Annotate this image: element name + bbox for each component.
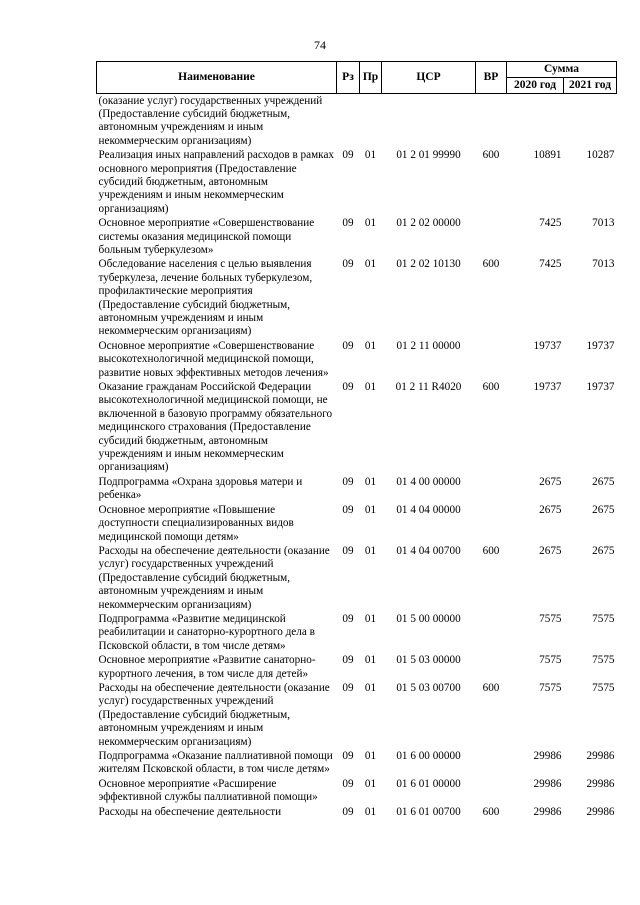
cell-rz: 09 xyxy=(342,475,354,488)
cell-name: Оказание гражданам Российской Федерации высокотехнологичной медицинской помощи, не включенной в базовую программу обязательного медицинского страхования (Предоставление субсидий бюджетным, автономным учреждениям и иным некоммерческим организациям) xyxy=(98,381,333,474)
cell-2020: 2675 xyxy=(539,475,562,488)
cell-pr: 01 xyxy=(364,654,377,667)
cell-rz: 09 xyxy=(342,612,354,625)
cell-rz xyxy=(337,94,360,149)
cell-rz: 09 xyxy=(342,750,354,762)
cell-vr xyxy=(476,777,507,805)
cell-2021: 29986 xyxy=(586,777,615,790)
header-rz: Рз xyxy=(337,62,360,94)
cell-rz: 09 xyxy=(342,503,354,516)
header-csr: ЦСР xyxy=(382,62,476,94)
table-row xyxy=(97,805,617,819)
cell-2020: 29986 xyxy=(533,777,562,790)
cell-vr xyxy=(476,475,507,503)
cell-rz: 09 xyxy=(342,681,354,694)
cell-name: Основное мероприятие «Совершенствование высокотехнологичной медицинской помощи, развитие новых эффективных методов лечения» xyxy=(98,339,329,379)
cell-2021: 7575 xyxy=(592,654,615,667)
cell-2021: 19737 xyxy=(586,339,615,352)
cell-name: Подпрограмма «Оказание паллиативной помощи жителям Псковской области, в том числе детям» xyxy=(98,750,333,776)
cell-csr: 01 6 01 00700 xyxy=(396,805,461,818)
cell-vr xyxy=(476,503,507,544)
cell-vr: 600 xyxy=(482,258,500,271)
cell-2020: 2675 xyxy=(539,544,562,557)
table-row xyxy=(97,544,617,612)
cell-name: Обследование населения с целью выявления туберкулеза, лечение больных туберкулезом, профилактические мероприятия (Предоставление субсидий бюджетным, автономным учреждениям и иным некоммерческим организациям) xyxy=(98,258,313,338)
cell-vr xyxy=(476,217,507,258)
header-2020: 2020 год xyxy=(507,78,564,94)
table-row xyxy=(97,777,617,805)
header-sum: Сумма xyxy=(507,62,617,78)
cell-2021: 7013 xyxy=(592,258,615,271)
cell-2021: 7013 xyxy=(592,217,615,230)
table-row xyxy=(97,381,617,476)
cell-csr: 01 5 03 00000 xyxy=(396,654,461,667)
cell-csr: 01 6 01 00000 xyxy=(396,777,461,790)
cell-csr: 01 4 04 00000 xyxy=(396,503,461,516)
cell-pr: 01 xyxy=(364,339,377,352)
cell-csr: 01 2 11 R4020 xyxy=(395,381,462,394)
table-row xyxy=(97,94,617,149)
header-2021: 2021 год xyxy=(564,78,617,94)
cell-2021: 2675 xyxy=(592,503,615,516)
cell-2020: 29986 xyxy=(533,750,562,762)
cell-2020: 7575 xyxy=(539,612,562,625)
cell-pr: 01 xyxy=(364,544,377,557)
header-name: Наименование xyxy=(97,62,337,94)
table-row xyxy=(97,654,617,682)
cell-2020: 19737 xyxy=(533,381,562,394)
cell-csr: 01 2 11 00000 xyxy=(396,339,461,352)
cell-vr: 600 xyxy=(482,149,500,162)
cell-pr: 01 xyxy=(364,149,377,162)
cell-vr xyxy=(476,654,507,682)
cell-2020 xyxy=(507,94,564,149)
cell-2021: 2675 xyxy=(592,475,615,488)
table-row xyxy=(97,475,617,503)
cell-rz: 09 xyxy=(342,381,354,394)
cell-2020: 2675 xyxy=(539,503,562,516)
cell-pr: 01 xyxy=(364,612,377,625)
cell-2021: 19737 xyxy=(586,381,615,394)
cell-pr: 01 xyxy=(364,217,377,230)
cell-2021: 7575 xyxy=(592,612,615,625)
cell-2020: 19737 xyxy=(533,339,562,352)
cell-2021: 7575 xyxy=(592,681,615,694)
cell-2020: 10891 xyxy=(533,149,562,162)
cell-name: Расходы на обеспечение деятельности xyxy=(98,805,282,818)
cell-csr: 01 2 02 00000 xyxy=(396,217,461,230)
cell-name: Расходы на обеспечение деятельности (оказание услуг) государственных учреждений (Предоставление субсидий бюджетным, автономным учреждениям и иным некоммерческим организациям) xyxy=(98,681,330,748)
cell-rz: 09 xyxy=(342,777,354,790)
page-number: 74 xyxy=(314,38,326,52)
cell-name: Основное мероприятие «Совершенствование системы оказания медицинской помощи больным туберкулезом» xyxy=(98,217,315,256)
cell-pr: 01 xyxy=(364,503,377,516)
cell-2021: 29986 xyxy=(586,805,615,818)
cell-csr: 01 2 02 10130 xyxy=(396,258,461,271)
cell-csr: 01 2 01 99990 xyxy=(396,149,461,162)
cell-name: Основное мероприятие «Повышение доступности специализированных видов медицинской помощи детям» xyxy=(98,503,294,543)
cell-2020: 7575 xyxy=(539,681,562,694)
table-row xyxy=(97,258,617,339)
cell-pr: 01 xyxy=(364,475,377,488)
cell-pr: 01 xyxy=(364,681,377,694)
table-row xyxy=(97,217,617,258)
table-header-row xyxy=(97,62,617,78)
cell-rz: 09 xyxy=(342,258,354,271)
cell-rz: 09 xyxy=(342,544,354,557)
cell-name: Реализация иных направлений расходов в рамках основного мероприятия (Предоставление субсидий бюджетным, автономным учреждениям и иным некоммерческим организациям) xyxy=(98,149,335,215)
cell-2021: 10287 xyxy=(586,149,615,162)
cell-csr: 01 4 00 00000 xyxy=(396,475,461,488)
cell-2020: 7575 xyxy=(539,654,562,667)
cell-2021 xyxy=(564,94,617,149)
cell-csr: 01 4 04 00700 xyxy=(396,544,461,557)
cell-pr: 01 xyxy=(364,777,377,790)
cell-name: Основное мероприятие «Развитие санаторно-курортного лечения, в том числе для детей» xyxy=(98,654,316,680)
cell-pr: 01 xyxy=(364,258,377,271)
cell-csr xyxy=(382,94,476,149)
cell-rz: 09 xyxy=(342,339,354,352)
table-row xyxy=(97,612,617,653)
cell-rz: 09 xyxy=(342,654,354,667)
cell-vr xyxy=(476,339,507,380)
cell-vr: 600 xyxy=(482,544,500,557)
cell-csr: 01 6 00 00000 xyxy=(396,750,461,762)
cell-vr: 600 xyxy=(482,681,500,694)
cell-name: (оказание услуг) государственных учреждений (Предоставление субсидий бюджетным, автономным учреждениям и иным некоммерческим организациям) xyxy=(98,94,323,147)
cell-pr: 01 xyxy=(364,805,377,818)
cell-vr xyxy=(476,94,507,149)
header-pr: Пр xyxy=(360,62,382,94)
cell-2020: 7425 xyxy=(539,258,562,271)
cell-pr: 01 xyxy=(364,750,377,762)
cell-pr xyxy=(360,94,382,149)
cell-csr: 01 5 03 00700 xyxy=(396,681,461,694)
cell-name: Подпрограмма «Развитие медицинской реабилитации и санаторно-курортного дела в Псковской области, в том числе детям» xyxy=(98,612,315,652)
table-row xyxy=(97,503,617,544)
cell-vr: 600 xyxy=(482,805,500,818)
cell-name: Расходы на обеспечение деятельности (оказание услуг) государственных учреждений (Предоставление субсидий бюджетным, автономным учреждениям и иным некоммерческим организациям) xyxy=(98,544,330,611)
cell-name: Основное мероприятие «Расширение эффективной службы паллиативной помощи» xyxy=(98,777,318,804)
header-vr: ВР xyxy=(476,62,507,94)
table-row xyxy=(97,681,617,749)
cell-2021: 2675 xyxy=(592,544,615,557)
cell-csr: 01 5 00 00000 xyxy=(396,612,461,625)
table-row xyxy=(97,339,617,380)
budget-table xyxy=(96,61,617,820)
cell-2020: 7425 xyxy=(539,217,562,230)
cell-rz: 09 xyxy=(342,217,354,230)
cell-2020: 29986 xyxy=(533,805,562,818)
cell-rz: 09 xyxy=(342,149,354,162)
cell-pr: 01 xyxy=(364,381,377,394)
table-body xyxy=(97,94,617,820)
cell-name: Подпрограмма «Охрана здоровья матери и ребенка» xyxy=(98,475,303,502)
table-row xyxy=(97,750,617,778)
cell-vr: 600 xyxy=(482,381,500,394)
cell-vr xyxy=(476,612,507,653)
cell-rz: 09 xyxy=(342,805,354,818)
cell-2021: 29986 xyxy=(586,750,615,762)
cell-vr xyxy=(476,750,507,778)
table-row xyxy=(97,149,617,217)
